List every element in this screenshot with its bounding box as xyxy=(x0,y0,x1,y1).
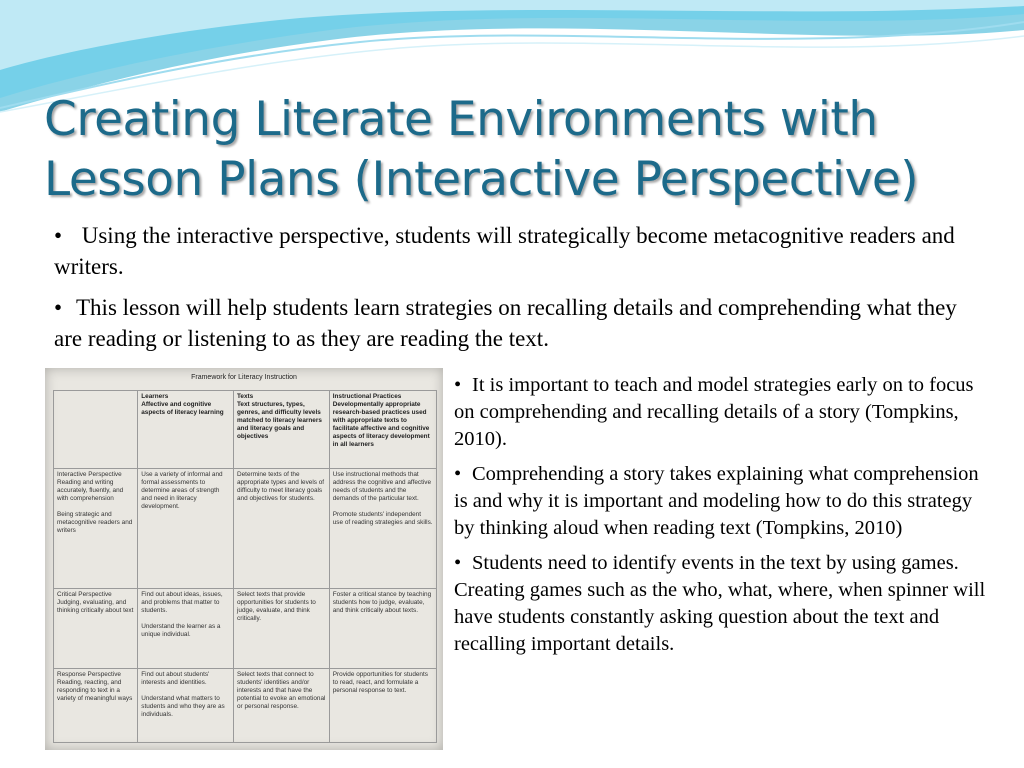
slide-title xyxy=(44,90,1004,210)
table-cell: Foster a critical stance by teaching students how to judge, evaluate, and think critically about texts. xyxy=(329,589,436,669)
table-cell: Texts Text structures, types, genres, and difficulty levels matched to literacy learners and literacy goals and objectives xyxy=(234,391,330,469)
table-row xyxy=(54,669,437,743)
table-cell: Select texts that connect to students' identities and/or interests and that have the potential to evoke an emotional or personal response. xyxy=(234,669,330,743)
list-item xyxy=(54,292,984,354)
top-bullet-list xyxy=(54,220,984,364)
list-item xyxy=(454,372,994,453)
table-row xyxy=(54,469,437,589)
framework-table-image xyxy=(45,368,443,750)
framework-title: Framework for Literacy Instruction xyxy=(191,374,297,381)
table-row xyxy=(54,391,437,469)
right-bullet-list xyxy=(454,372,994,666)
table-cell: Learners Affective and cognitive aspects of literacy learning xyxy=(138,391,234,469)
list-item xyxy=(454,461,994,542)
table-cell: Instructional Practices Developmentally appropriate research-based practices used with appropriate texts to facilitate affective and cognitive aspects of literacy development in all learners xyxy=(329,391,436,469)
table-cell: Use a variety of informal and formal assessments to determine areas of strength and need in literacy development. xyxy=(138,469,234,589)
table-cell: Find out about ideas, issues, and problems that matter to students. Understand the learner as a unique individual. xyxy=(138,589,234,669)
table-cell xyxy=(54,391,138,469)
table-cell: Provide opportunities for students to read, react, and formulate a personal response to text. xyxy=(329,669,436,743)
bullet-icon: • xyxy=(54,295,63,320)
bullet-text: Comprehending a story takes explaining what comprehension is and why it is important and modeling how to do this strategy by thinking aloud when reading text (Tompkins, 2010) xyxy=(454,463,979,539)
bullet-icon: • xyxy=(454,463,462,485)
table-cell: Use instructional methods that address the cognitive and affective needs of students and the demands of the particular text. Promote students' independent use of reading strategies and skills. xyxy=(329,469,436,589)
list-item xyxy=(54,220,984,282)
bullet-icon: • xyxy=(454,552,462,574)
slide-title-line-2: Lesson Plans (Interactive Perspective) xyxy=(44,152,919,207)
table-cell: Interactive Perspective Reading and writing accurately, fluently, and with comprehension Being strategic and metacognitive readers and writers xyxy=(54,469,138,589)
slide-title-line-1: Creating Literate Environments with xyxy=(44,92,878,147)
list-item xyxy=(454,550,994,658)
bullet-icon: • xyxy=(454,374,462,396)
table-cell: Find out about students' interests and identities. Understand what matters to students and who they are as individuals. xyxy=(138,669,234,743)
bullet-text: Using the interactive perspective, students will strategically become metacognitive readers and writers. xyxy=(54,223,955,279)
framework-table xyxy=(53,390,437,743)
bullet-icon: • xyxy=(54,223,63,248)
bullet-text: It is important to teach and model strategies early on to focus on comprehending and recalling details of a story (Tompkins, 2010). xyxy=(454,374,974,450)
table-cell: Critical Perspective Judging, evaluating, and thinking critically about text xyxy=(54,589,138,669)
table-cell: Response Perspective Reading, reacting, and responding to text in a variety of meaningful ways xyxy=(54,669,138,743)
table-cell: Determine texts of the appropriate types and levels of difficulty to meet literacy goals and objectives for students. xyxy=(234,469,330,589)
bullet-text: Students need to identify events in the text by using games. Creating games such as the who, what, where, when spinner will have students constantly asking question about the text and recalling important details. xyxy=(454,552,986,655)
table-cell: Select texts that provide opportunities for students to judge, evaluate, and think critically. xyxy=(234,589,330,669)
table-row xyxy=(54,589,437,669)
bullet-text: This lesson will help students learn strategies on recalling details and comprehending what they are reading or listening to as they are reading the text. xyxy=(54,295,957,351)
